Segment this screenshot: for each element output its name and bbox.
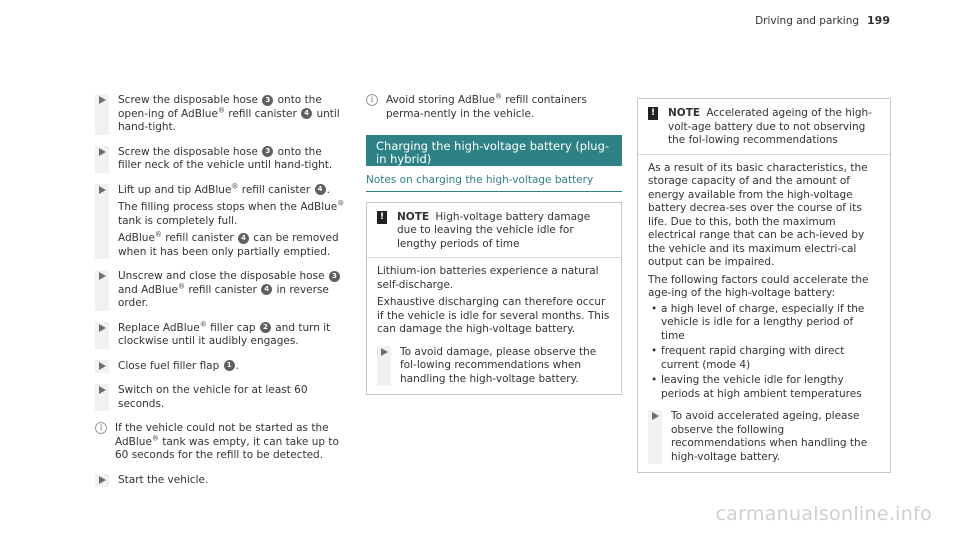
step-arrow-icon <box>95 184 109 260</box>
info-note: i Avoid storing AdBlue® refill containers perma-nently in the vehicle. <box>366 94 622 121</box>
info-icon: i <box>95 422 107 434</box>
page-number: 199 <box>867 14 890 27</box>
callout-3-icon: 3 <box>262 95 273 106</box>
section-banner: Charging the high-voltage battery (plug-in hybrid) <box>366 135 622 166</box>
notice-title: High-voltage battery damage due to leaving the vehicle idle for lengthy periods of time <box>397 210 591 250</box>
column-1 <box>95 94 345 498</box>
step-arrow-icon <box>95 384 109 411</box>
step-arrow-icon <box>95 474 109 488</box>
instruction-step: Unscrew and close the disposable hose 3 and AdBlue® refill canister 4 in reverse order. <box>95 270 345 311</box>
instruction-step: To avoid damage, please observe the fol-lowing recommendations when handling the high-voltage battery. <box>377 346 611 387</box>
step-arrow-icon <box>648 410 662 464</box>
step-arrow-icon <box>95 322 109 349</box>
step-arrow-icon <box>377 346 391 387</box>
instruction-step: Switch on the vehicle for at least 60 seconds. <box>95 384 345 411</box>
callout-3-icon: 3 <box>262 146 273 157</box>
notice-box <box>637 98 891 473</box>
subheading: Notes on charging the high-voltage battery <box>366 174 622 192</box>
section-title: Driving and parking <box>755 15 860 27</box>
callout-2-icon: 2 <box>260 322 271 333</box>
instruction-step: Start the vehicle. <box>95 474 345 488</box>
warning-icon: ! <box>648 107 658 120</box>
step-arrow-icon <box>95 146 109 173</box>
instruction-step: Lift up and tip AdBlue® refill canister 4 . The filling process stops when the AdBlue® tank is completely full. AdBlue® refill canister 4 can be removed when it has been only partially emptied. <box>95 184 345 260</box>
callout-4-icon: 4 <box>315 184 326 195</box>
callout-3-icon: 3 <box>329 271 340 282</box>
notice-title: Accelerated ageing of the high-volt-age battery due to not observing the fol-lowing recommendations <box>668 107 872 146</box>
notice-header <box>638 99 890 155</box>
list-item: • frequent rapid charging with direct current (mode 4) <box>648 345 880 372</box>
notice-box <box>366 202 622 396</box>
list-item: • leaving the vehicle idle for lengthy periods at high ambient temperatures <box>648 374 880 401</box>
callout-1-icon: 1 <box>224 360 235 371</box>
info-note: i If the vehicle could not be started as the AdBlue® tank was empty, it can take up to 60 seconds for the refill to be detected. <box>95 422 345 463</box>
column-2 <box>366 94 622 395</box>
notice-header <box>367 203 621 259</box>
warning-icon: ! <box>377 211 387 224</box>
callout-4-icon: 4 <box>261 284 272 295</box>
callout-4-icon: 4 <box>238 233 249 244</box>
step-arrow-icon <box>95 94 109 135</box>
factor-list <box>648 303 880 402</box>
info-icon: i <box>366 94 378 106</box>
watermark: carmanualsonline.info <box>715 502 932 525</box>
instruction-step: Screw the disposable hose 3 onto the filler neck of the vehicle until hand-tight. <box>95 146 345 173</box>
list-item: • a high level of charge, especially if the vehicle is idle for a lengthy period of time <box>648 303 880 344</box>
instruction-step: Screw the disposable hose 3 onto the open-ing of AdBlue® refill canister 4 until hand-tight. <box>95 94 345 135</box>
notice-label: NOTE <box>397 210 430 223</box>
column-3 <box>637 98 891 473</box>
instruction-step: Close fuel filler flap 1 . <box>95 360 345 374</box>
step-arrow-icon <box>95 270 109 311</box>
instruction-step: Replace AdBlue® filler cap 2 and turn it clockwise until it audibly engages. <box>95 322 345 349</box>
notice-body: As a result of its basic characteristics, the storage capacity of and the amount of energy available from the high-voltage battery decrea-ses over the course of its life. Due to this, both the maximum electrical range that can be ach-ieved by the vehicle and its maximum electri-cal output can be impaired. The following factors could accelerate the age-ing of the high-voltage battery: • a high level of charge, especially if the vehicle is idle for a lengthy period of time • frequent rapid charging with direct current (mode 4) • leaving the vehicle idle for lengthy periods at high ambient temperatures To avoid accelerated ageing, please observe the following recommendations when handling the high-voltage battery. <box>638 155 890 473</box>
step-arrow-icon <box>95 360 109 374</box>
page-header <box>755 14 890 29</box>
instruction-step: To avoid accelerated ageing, please observe the following recommendations when handling the high-voltage battery. <box>648 410 880 464</box>
callout-4-icon: 4 <box>301 108 312 119</box>
notice-body: Lithium-ion batteries experience a natural self-discharge. Exhaustive discharging can therefore occur if the vehicle is idle for several months. This can damage the high-voltage battery. To avoid damage, please observe the fol-lowing recommendations when handling the high-voltage battery. <box>377 265 610 385</box>
notice-label: NOTE <box>668 107 701 119</box>
